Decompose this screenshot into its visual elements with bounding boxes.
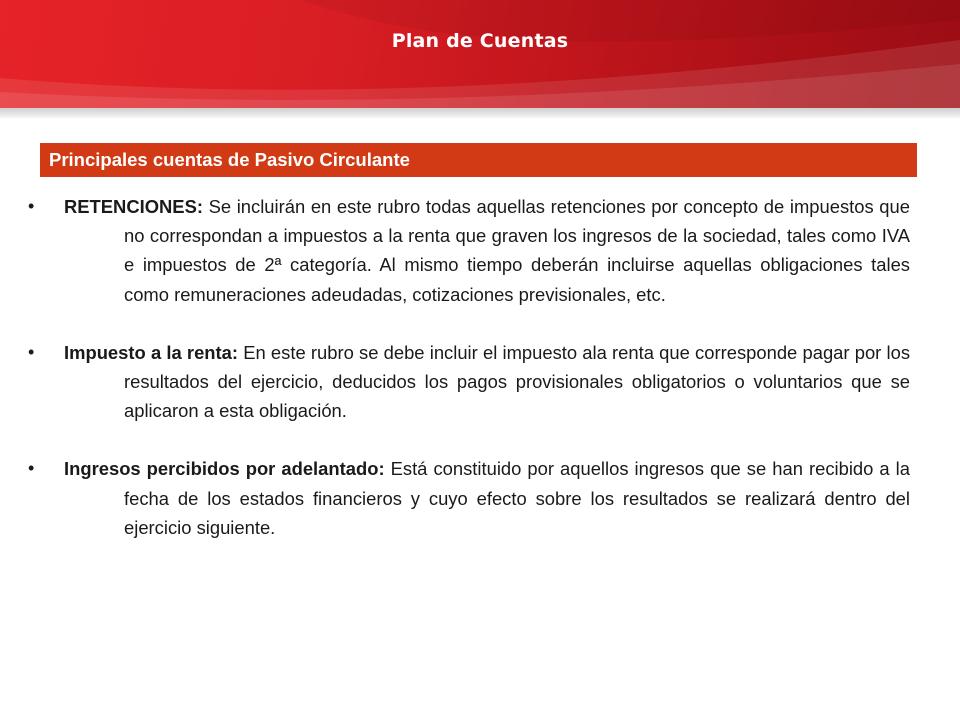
bullet-marker: • — [28, 341, 35, 362]
item-description: Se incluirán en este rubro todas aquellas retenciones por concepto de impuestos que no correspondan a impuestos a la renta que graven los ingresos de la sociedad, tales como IVA e impuestos de 2ª categoría. Al mismo tiempo deberán incluirse aquellas obligaciones tales como remuneraciones adeudadas, cotizaciones previsionales, etc. — [124, 196, 910, 305]
item-term: Ingresos percibidos por adelantado: — [64, 458, 385, 480]
header-shadow-strip — [0, 108, 960, 118]
slide-header — [0, 0, 960, 108]
list-item-ingresos-adelantado — [28, 454, 910, 542]
section-heading: Principales cuentas de Pasivo Circulante — [40, 143, 917, 177]
item-term: RETENCIONES: — [64, 196, 203, 217]
header-wave-decoration — [0, 0, 960, 108]
page-title: Plan de Cuentas — [391, 30, 569, 52]
item-term: Impuesto a la renta: — [64, 341, 239, 363]
item-description: En este rubro se debe incluir el impuesto ala renta que corresponde pagar por los resultados del ejercicio, deducidos los pagos provisionales obligatorios o voluntarios que se aplicaron a esta obligación. — [124, 341, 911, 422]
item-description: Está constituido por aquellos ingresos que se han recibido a la fecha de los estados financieros y cuyo efecto sobre los resultados se realizará dentro del ejercicio siguiente. — [124, 458, 910, 538]
bullet-list — [28, 192, 910, 571]
bullet-marker: • — [28, 196, 35, 216]
list-item-impuesto-renta — [28, 338, 910, 426]
bullet-marker: • — [28, 458, 35, 479]
list-item-retenciones — [28, 192, 910, 309]
